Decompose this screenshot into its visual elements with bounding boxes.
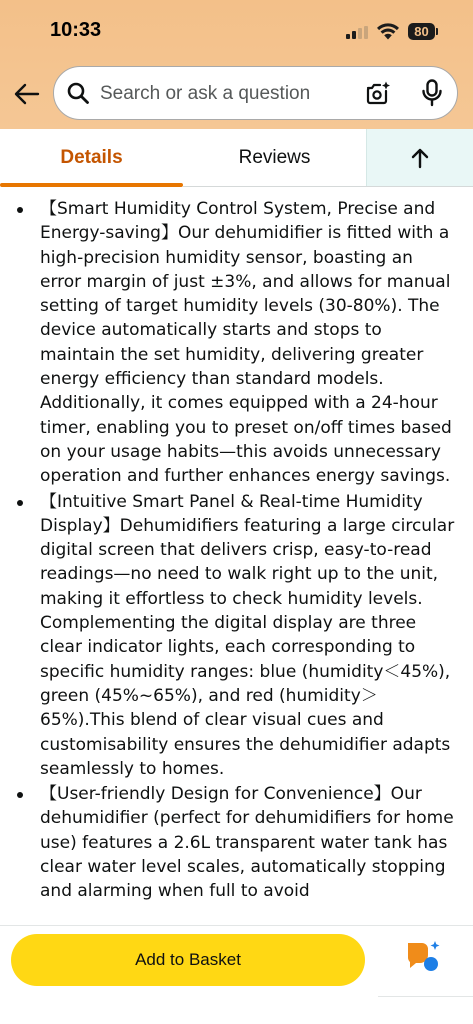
bottom-action-bar: [0, 925, 473, 1024]
search-icon: [66, 81, 90, 105]
bullet-dot-icon: [17, 207, 23, 213]
feature-bullet: [0, 782, 473, 903]
status-time: 10:33: [50, 19, 102, 41]
search-input[interactable]: [53, 66, 458, 120]
scroll-to-top-button[interactable]: [366, 129, 473, 187]
camera-icon[interactable]: [365, 80, 391, 106]
battery-level: 80: [408, 23, 435, 40]
divider: [378, 996, 473, 997]
add-to-basket-button[interactable]: Add to Basket: [11, 934, 365, 986]
bullet-dot-icon: [17, 792, 23, 798]
feature-bullet-text: 【Smart Humidity Control System, Precise and Energy-saving】Our dehumidifier is fitted with a high-precision humidity sensor, boasting an error margin of just ±3%, and allows for manual setting of target humidity levels (30-80%). The device automatically starts and stops to maintain the set humidity, delivering greater energy efficiency than standard models. Additionally, it comes equipped with a 24-hour timer, enabling you to preset on/off times based on your usage habits—this avoids unnecessary operation and further enhances energy savings.: [40, 199, 452, 487]
tab-reviews[interactable]: Reviews: [238, 147, 311, 168]
tab-details[interactable]: Details: [0, 129, 183, 187]
app-header: [0, 0, 473, 129]
bullet-dot-icon: [17, 500, 23, 506]
tab-bar: [0, 129, 473, 187]
back-arrow-icon[interactable]: [12, 80, 42, 108]
battery-icon: [408, 23, 438, 40]
signal-icon: [346, 26, 368, 39]
wifi-icon: [376, 22, 400, 40]
status-bar: [0, 0, 473, 60]
rufus-assistant-icon[interactable]: [404, 939, 444, 975]
feature-bullets: [0, 197, 473, 905]
feature-bullet-text: 【User-friendly Design for Convenience】Our dehumidifier (perfect for dehumidifiers for home use) features a 2.6L transparent water tank has clear water level scales, automatically stopping and alarming when full to avoid: [40, 784, 454, 902]
product-details-content: [0, 187, 473, 925]
arrow-up-icon: [410, 147, 430, 169]
feature-bullet: [0, 490, 473, 782]
feature-bullet-text: 【Intuitive Smart Panel & Real-time Humidity Display】Dehumidifiers featuring a large circular digital screen that delivers crisp, easy-to-read readings—no need to walk right up to the unit, making it effortless to check humidity levels. Complementing the digital display are three clear indicator lights, each corresponding to specific humidity ranges: blue (humidity＜45%), green (45%~65%), and red (humidity＞65%).This blend of clear visual cues and customisability ensures the dehumidifier adapts seamlessly to homes.: [40, 491, 455, 779]
search-placeholder: Search or ask a question: [100, 83, 311, 104]
microphone-icon[interactable]: [421, 79, 443, 107]
feature-bullet: [0, 197, 473, 489]
